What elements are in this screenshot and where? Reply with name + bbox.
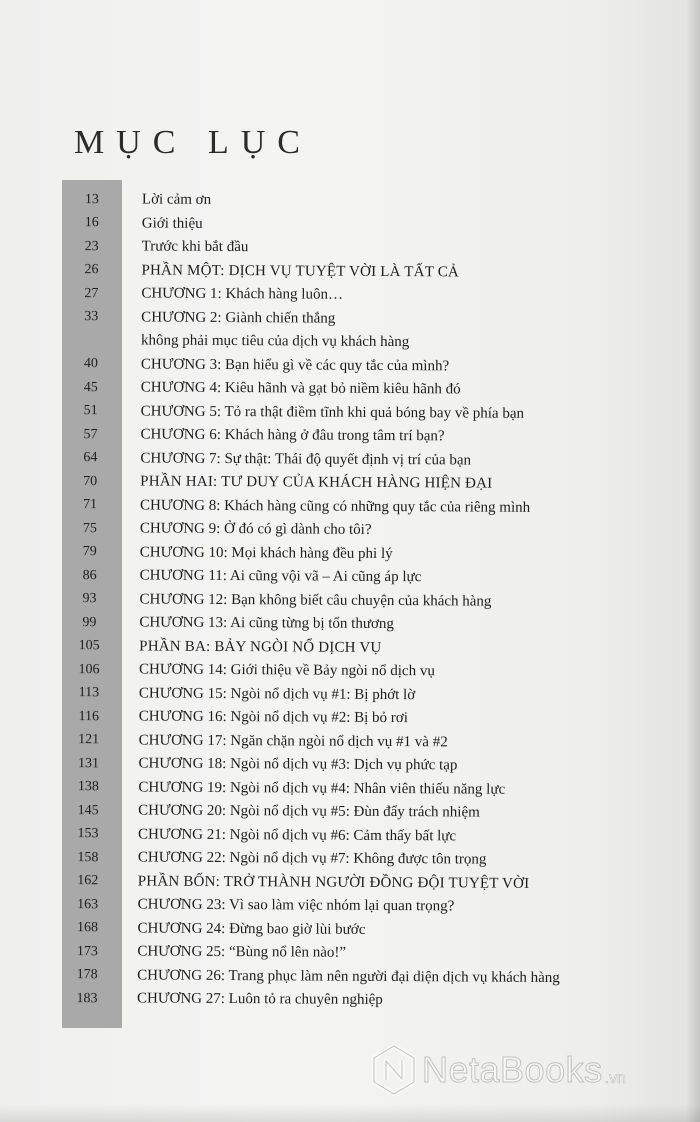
page-edge-shadow: [686, 0, 700, 1122]
toc-page-number: 45: [83, 379, 98, 395]
toc-page-number: 57: [83, 426, 98, 442]
toc-page-number: 153: [77, 826, 99, 842]
toc-entry-title: CHƯƠNG 22: Ngòi nổ dịch vụ #7: Không được tôn trọng: [137, 849, 487, 868]
toc-entry-title: Lời cảm ơn: [141, 191, 212, 209]
toc-page-number: 145: [77, 802, 99, 818]
toc-page-number: 93: [82, 591, 97, 607]
watermark: [372, 1044, 626, 1096]
toc-entry-title: CHƯƠNG 8: Khách hàng cũng có những quy tắc của riêng mình: [140, 497, 531, 516]
toc-entry-title: PHẦN BỐN: TRỞ THÀNH NGƯỜI ĐỒNG ĐỘI TUYỆT VỜI: [137, 873, 530, 892]
toc-entry-title: CHƯƠNG 11: Ai cũng vội vã – Ai cũng áp lực: [139, 567, 422, 586]
toc-page-number: 64: [83, 450, 98, 466]
toc-page-number: 183: [76, 990, 98, 1006]
toc-page-number: 75: [82, 520, 97, 536]
toc-entry-title: CHƯƠNG 9: Ở đó có gì dành cho tôi?: [139, 520, 372, 539]
toc-entry-title: PHẦN BA: BẢY NGÒI NỔ DỊCH VỤ: [139, 638, 382, 656]
toc-page-number: 168: [76, 920, 99, 936]
page-title: MỤC LỤC: [74, 124, 312, 161]
toc-entry-title: CHƯƠNG 19: Ngòi nổ dịch vụ #4: Nhân viên thiếu năng lực: [138, 779, 506, 798]
watermark-suffix: .vn: [604, 1070, 626, 1087]
toc-entry-title: CHƯƠNG 21: Ngòi nổ dịch vụ #6: Cảm thấy bất lực: [138, 826, 457, 845]
toc-page-number: 116: [78, 708, 100, 724]
toc-page-number: 23: [84, 238, 99, 254]
toc-entry-title: Trước khi bắt đầu: [141, 238, 249, 256]
toc-entry-title: CHƯƠNG 7: Sự thật: Thái độ quyết định vị trí của bạn: [140, 450, 472, 469]
toc-page-number: 27: [84, 285, 99, 301]
toc-entry-title: CHƯƠNG 18: Ngòi nổ dịch vụ #3: Dịch vụ phức tạp: [138, 755, 458, 774]
watermark-brand: NetaBooks: [422, 1049, 603, 1090]
toc-page-number: 138: [77, 779, 99, 795]
toc-entry-title: CHƯƠNG 20: Ngòi nổ dịch vụ #5: Đùn đẩy trách nhiệm: [138, 802, 480, 821]
toc-entry-title: CHƯƠNG 2: Giành chiến thắng: [141, 309, 336, 327]
toc-entry-title: PHẦN HAI: TƯ DUY CỦA KHÁCH HÀNG HIỆN ĐẠI: [140, 473, 493, 492]
toc-page-number: 99: [82, 614, 97, 630]
toc-entry-title: CHƯƠNG 24: Đừng bao giờ lùi bước: [137, 920, 366, 938]
toc-page-number: 131: [77, 755, 100, 771]
toc-entry-title: CHƯƠNG 3: Bạn hiểu gì về các quy tắc của mình?: [140, 356, 450, 375]
toc-page-number: 178: [76, 967, 98, 983]
toc-page-number: 106: [78, 661, 100, 677]
toc-entry-title: CHƯƠNG 15: Ngòi nổ dịch vụ #1: Bị phớt lờ: [138, 685, 416, 703]
toc-entry-title: CHƯƠNG 5: Tỏ ra thật điềm tĩnh khi quả bóng bay về phía bạn: [140, 403, 525, 422]
toc-entry-title: CHƯƠNG 25: “Bùng nổ lên nào!”: [137, 943, 347, 961]
toc-entry-title: CHƯƠNG 1: Khách hàng luôn…: [141, 285, 344, 303]
toc-page-number: 105: [78, 638, 100, 654]
netabooks-n-hexagon-icon: [372, 1044, 416, 1096]
toc-entry-title: Giới thiệu: [141, 215, 203, 232]
toc-page-number: 113: [78, 685, 100, 701]
toc-page-number: 26: [84, 262, 99, 278]
toc-entry-title: CHƯƠNG 14: Giới thiệu về Bảy ngòi nổ dịch vụ: [139, 661, 435, 680]
toc-page-number: 71: [83, 497, 98, 513]
toc-page-number: 16: [84, 215, 99, 231]
toc-entry-title: PHẦN MỘT: DỊCH VỤ TUYỆT VỜI LÀ TẤT CẢ: [141, 262, 460, 281]
toc-page-number: 40: [83, 356, 98, 372]
toc-page-number: 79: [82, 544, 97, 560]
toc-page-number: 163: [77, 896, 99, 912]
toc-page-number: 86: [82, 567, 97, 583]
toc-page-number: 51: [83, 403, 98, 419]
toc-page-number: 158: [77, 849, 99, 865]
toc-page-number: 162: [77, 873, 99, 889]
toc-entry-title: CHƯƠNG 27: Luôn tỏ ra chuyên nghiệp: [137, 990, 383, 1009]
toc-entry-title: CHƯƠNG 13: Ai cũng từng bị tổn thương: [139, 614, 394, 633]
toc-page-number: 121: [78, 732, 100, 748]
table-of-contents: [57, 188, 662, 1014]
toc-entry-title: CHƯƠNG 23: Vì sao làm việc nhóm lại quan trọng?: [137, 896, 455, 915]
toc-entry-title: CHƯƠNG 4: Kiêu hãnh và gạt bỏ niềm kiêu hãnh đó: [140, 379, 461, 398]
toc-page-number: 33: [84, 309, 99, 325]
toc-entry-title: CHƯƠNG 10: Mọi khách hàng đều phi lý: [139, 544, 393, 562]
toc-entry-title: CHƯƠNG 17: Ngăn chặn ngòi nổ dịch vụ #1 và #2: [138, 732, 448, 751]
toc-page-number: 173: [76, 943, 98, 959]
toc-entry-title: CHƯƠNG 6: Khách hàng ở đâu trong tâm trí bạn?: [140, 426, 445, 445]
toc-page-number: 13: [84, 191, 99, 207]
page-bottom-shadow: [0, 1104, 700, 1122]
toc-page-number: 70: [83, 473, 98, 489]
toc-entry-title: CHƯƠNG 16: Ngòi nổ dịch vụ #2: Bị bỏ rơi: [138, 708, 408, 727]
toc-entry: [57, 987, 657, 1014]
toc-entry-title: CHƯƠNG 12: Bạn không biết câu chuyện của khách hàng: [139, 591, 492, 610]
toc-entry-title: không phải mục tiêu của dịch vụ khách hàng: [141, 332, 410, 351]
toc-entry-title: CHƯƠNG 26: Trang phục làm nên người đại diện dịch vụ khách hàng: [137, 967, 560, 986]
